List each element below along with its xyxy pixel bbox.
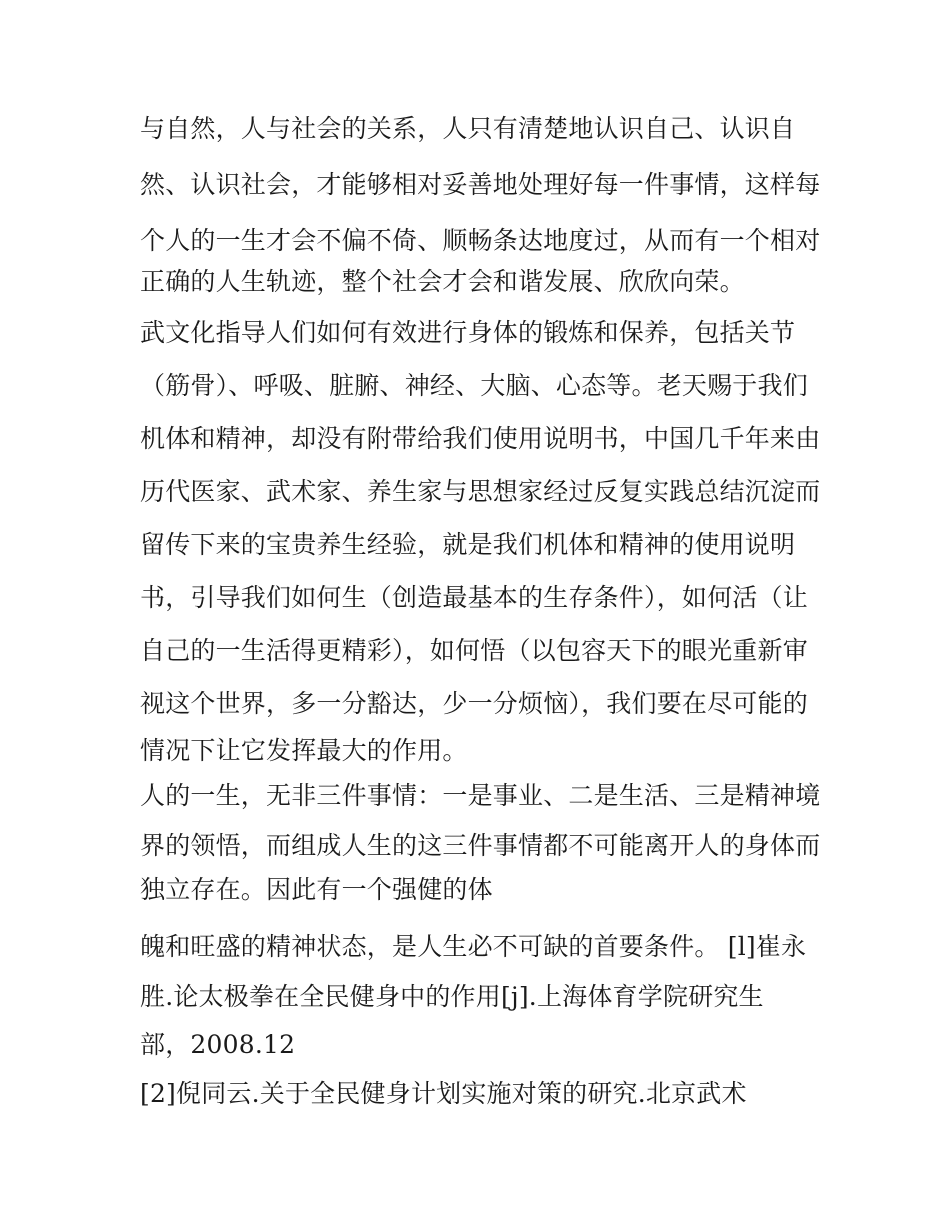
text-line: （筋骨）、呼吸、脏腑、神经、大脑、心态等。老天赐于我们 (140, 371, 808, 400)
text-line: [2]倪同云.关于全民健身计划实施对策的研究.北京武术 (140, 1079, 747, 1108)
text-line: 正确的人生轨迹，整个社会才会和谐发展、欣欣向荣。 (140, 267, 745, 296)
text-line: 个人的一生才会不偏不倚、顺畅条达地度过，从而有一个相对 (140, 226, 821, 255)
text-line: 情况下让它发挥最大的作用。 (140, 736, 468, 765)
text-line: 机体和精神，却没有附带给我们使用说明书，中国几千年来由 (140, 424, 821, 453)
text-line: 留传下来的宝贵养生经验，就是我们机体和精神的使用说明 (140, 530, 796, 559)
text-line: 书，引导我们如何生（创造最基本的生存条件），如何活（让 (140, 583, 808, 612)
text-line: 胜.论太极拳在全民健身中的作用[j].上海体育学院研究生 (140, 982, 764, 1011)
text-line: 视这个世界，多一分豁达，少一分烦恼），我们要在尽可能的 (140, 689, 808, 718)
text-line: 独立存在。因此有一个强健的体 (140, 875, 493, 904)
text-line: 自己的一生活得更精彩），如何悟（以包容天下的眼光重新审 (140, 636, 808, 665)
text-line: 武文化指导人们如何有效进行身体的锻炼和保养，包括关节 (140, 318, 796, 347)
text-line: 部，2008.12 (140, 1030, 296, 1059)
text-line: 界的领悟，而组成人生的这三件事情都不可能离开人的身体而 (140, 831, 821, 860)
text-line: 然、认识社会，才能够相对妥善地处理好每一件事情，这样每 (140, 170, 821, 199)
text-line: 历代医家、武术家、养生家与思想家经过反复实践总结沉淀而 (140, 477, 821, 506)
text-line: 与自然，人与社会的关系，人只有清楚地认识自己、认识自 (140, 114, 796, 143)
text-line: 魄和旺盛的精神状态，是人生必不可缺的首要条件。 [l]崔永 (140, 932, 807, 961)
text-line: 人的一生，无非三件事情：一是事业、二是生活、三是精神境 (140, 781, 821, 810)
